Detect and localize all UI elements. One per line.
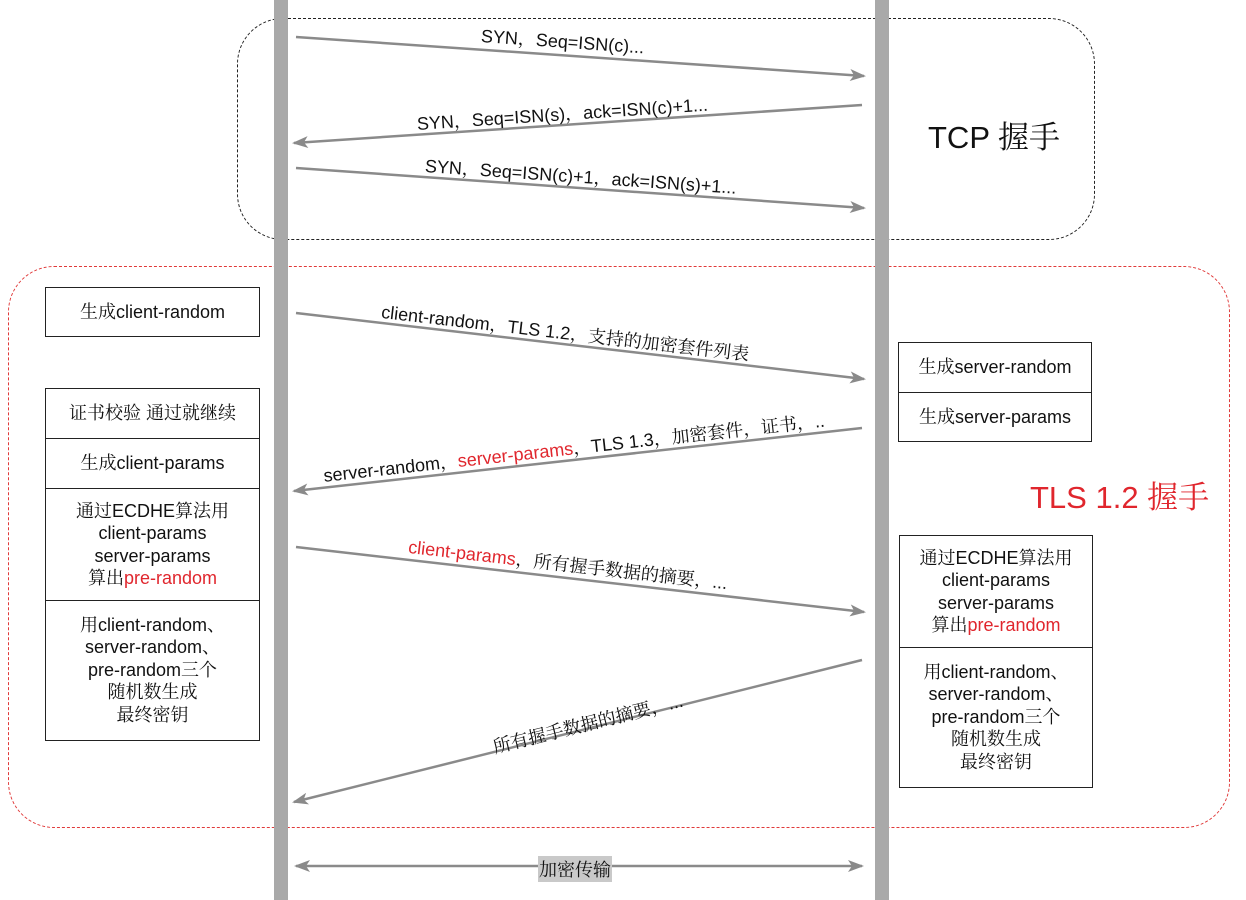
client-verify-cert-cell — [46, 389, 259, 439]
server-ecdhe-line-4 — [900, 614, 1092, 637]
msg-server-params-label: server-params — [456, 438, 575, 472]
server-final-key-cell — [900, 648, 1092, 786]
client-final-key-line-3: pre-random三个 — [87, 659, 218, 680]
server-final-key-line-1: 用client-random、 — [923, 661, 1069, 682]
server-ecdhe-line-2: client-params — [941, 570, 1051, 590]
server-ecdhe-line-1: 通过ECDHE算法用 — [919, 547, 1073, 568]
client-final-key-line-4: 随机数生成 — [107, 682, 198, 703]
server-gen-params-cell — [899, 393, 1091, 441]
client-ecdhe-cell — [46, 489, 259, 601]
tls-handshake-label: TLS 1.2 握手 — [1030, 480, 1210, 515]
client-final-key-line-5: 最终密钥 — [116, 704, 189, 725]
client-ecdhe-line-4 — [46, 567, 259, 590]
client-gen-params-cell — [46, 439, 259, 489]
client-ecdhe-line-3: server-params — [94, 545, 211, 566]
server-final-key-line-5: 最终密钥 — [960, 751, 1032, 772]
msg-tcp-synack: SYN，Seq=ISN(s)，ack=ISN(c)+1... — [416, 94, 709, 134]
server-gen-random-cell — [899, 343, 1091, 393]
client-final-key-cell — [46, 601, 259, 739]
msg-server-hello-part3: ，TLS 1.3，加密套件，证书，.. — [572, 410, 826, 459]
server-steps-box — [899, 535, 1093, 788]
client-gen-params-text: 生成client-params — [80, 453, 225, 474]
server-gen-random-text: 生成server-random — [918, 357, 1072, 378]
client-final-key-line-2: server-random、 — [84, 637, 221, 658]
server-gen-box — [898, 342, 1092, 442]
server-final-key-line-2: server-random、 — [928, 684, 1064, 705]
server-pre-random: pre-random — [967, 615, 1061, 635]
tcp-handshake-label: TCP 握手 — [928, 120, 1061, 155]
msg-encrypted-transfer: 加密传输 — [538, 856, 612, 882]
server-gen-params-text: 生成server-params — [918, 406, 1072, 427]
client-final-key-line-1: 用client-random、 — [79, 614, 226, 635]
client-gen-random-text: 生成client-random — [79, 301, 226, 322]
msg-client-hello: client-random，TLS 1.2，支持的加密套件列表 — [380, 301, 751, 365]
client-gen-random-box — [45, 287, 260, 337]
client-steps-box — [45, 388, 260, 741]
msg-server-finished: 所有握手数据的摘要，... — [490, 690, 686, 758]
server-ecdhe-calc: 算出 — [931, 615, 968, 635]
msg-client-kx-rest: ，所有握手数据的摘要，... — [514, 549, 729, 594]
server-final-key-line-3: pre-random三个 — [931, 706, 1061, 727]
client-verify-cert-text: 证书校验 通过就继续 — [68, 403, 236, 424]
client-ecdhe-line-1: 通过ECDHE算法用 — [75, 500, 229, 521]
msg-tcp-ack: SYN，Seq=ISN(c)+1，ack=ISN(s)+1... — [424, 155, 738, 198]
server-final-key-line-4: 随机数生成 — [951, 729, 1041, 750]
server-ecdhe-line-3: server-params — [937, 592, 1055, 613]
msg-tcp-syn: SYN，Seq=ISN(c)... — [480, 25, 645, 58]
client-pre-random: pre-random — [123, 568, 218, 588]
server-ecdhe-cell — [900, 536, 1092, 648]
client-ecdhe-line-2: client-params — [98, 523, 207, 543]
msg-server-hello-part1: server-random， — [322, 451, 459, 486]
client-ecdhe-calc: 算出 — [87, 568, 124, 588]
msg-client-params-label: client-params — [407, 536, 517, 570]
